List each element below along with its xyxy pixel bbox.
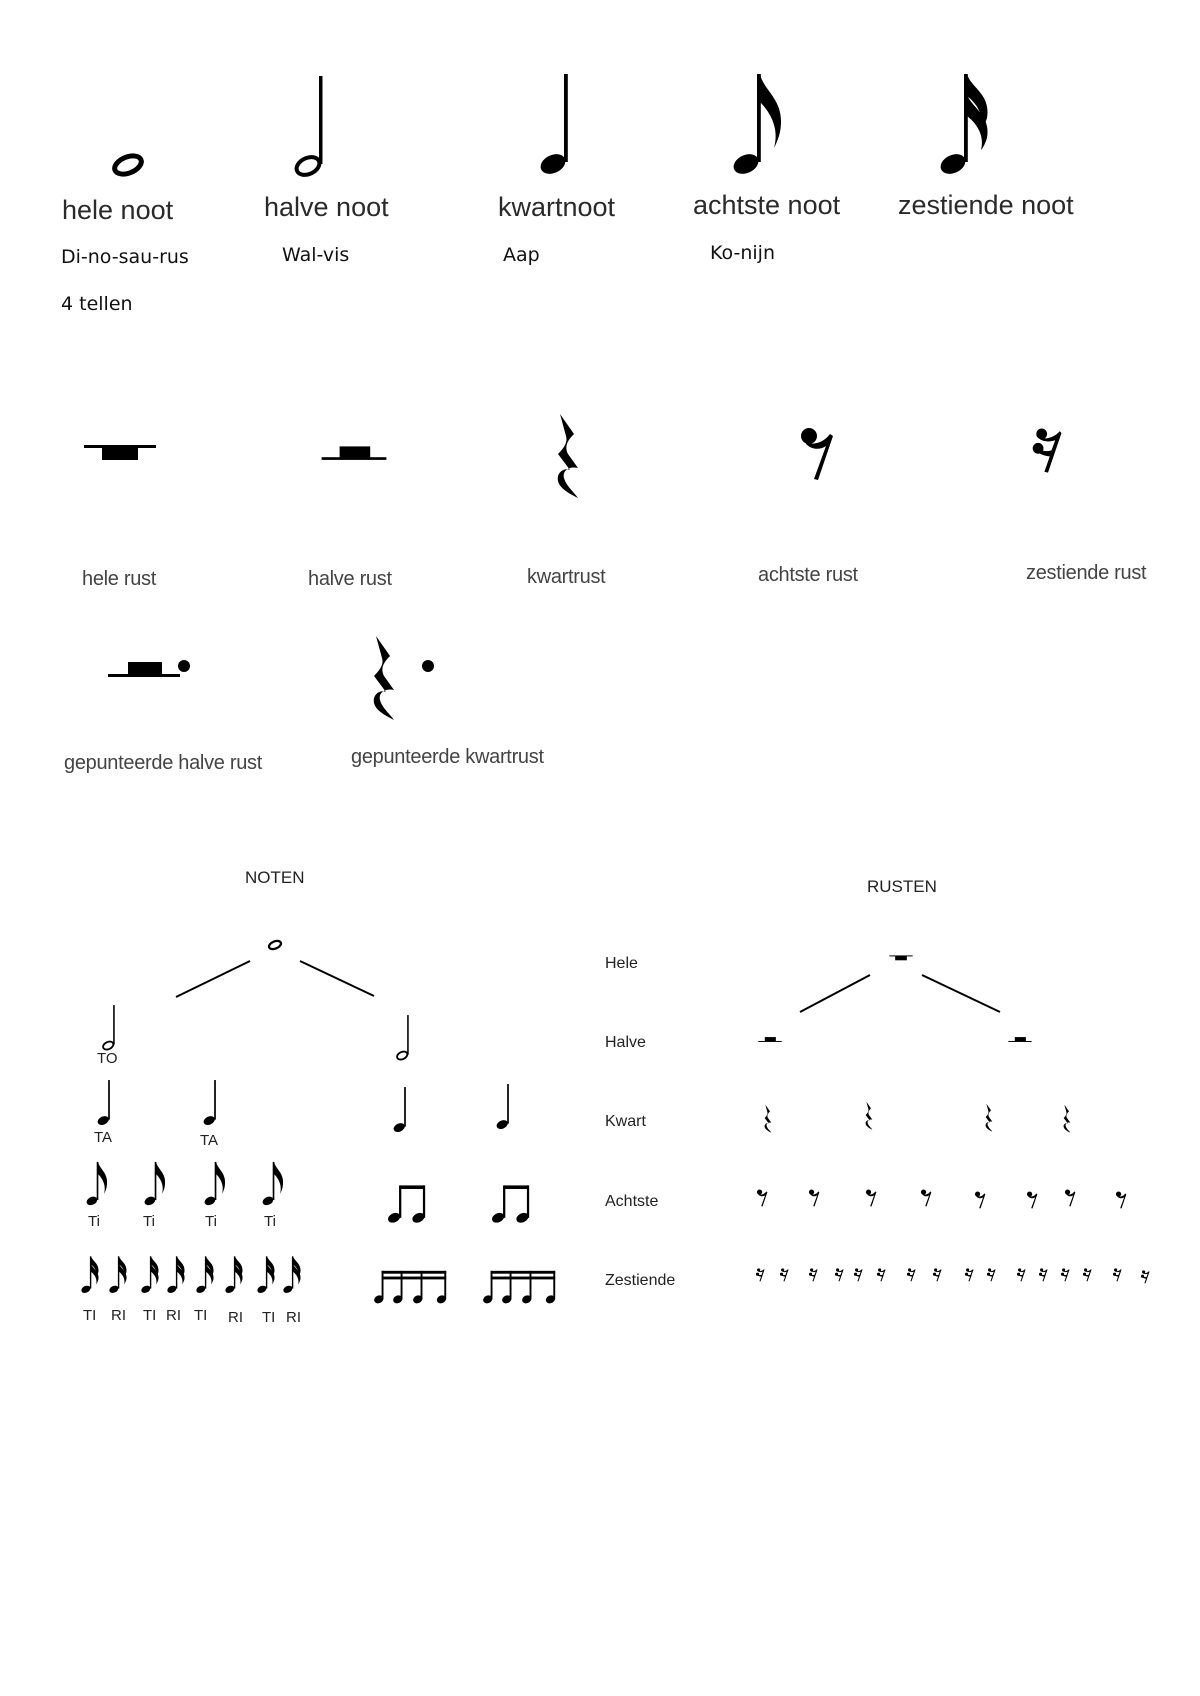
row-label-whole: Hele [605,955,638,972]
tree-eighth-rest-icon [1115,1190,1128,1210]
word-whole: Di-no-sau-rus [61,246,189,268]
tree-eighth-note-icon [143,1160,169,1208]
tree-sixteenth-rest-icon [876,1267,887,1283]
note-title-eighth: achtste noot [693,190,841,220]
rest-title-sixteenth: zestiende rust [1026,562,1147,584]
tree-quarter-note-icon [392,1085,410,1135]
tree-beamed-sixteenths-icon [373,1268,451,1306]
syllable-sixteenth: TI [194,1307,208,1324]
tree-beamed-eighths-icon [386,1180,431,1225]
row-label-eighth: Achtste [605,1193,659,1210]
syllable-quarter: TA [94,1129,113,1146]
dotted-rest-title-quarter: gepunteerde kwartrust [351,746,544,768]
note-title-whole: hele noot [62,195,174,225]
word-eighth: Ko-nijn [710,242,775,264]
syllable-eighth: Ti [88,1213,100,1230]
syllable-sixteenth: RI [111,1307,126,1324]
syllable-sixteenth: RI [286,1309,301,1326]
tree-sixteenth-rest-icon [808,1267,819,1283]
tree-quarter-note-icon [96,1078,114,1128]
tree-half-rest-icon [757,1034,783,1046]
syllable-sixteenth: TI [143,1307,157,1324]
syllable-sixteenth: TI [262,1309,276,1326]
note-title-half: halve noot [264,192,389,222]
tree-sixteenth-note-icon [224,1254,246,1296]
tree-sixteenth-rest-icon [834,1267,845,1283]
tree-sixteenth-note-icon [166,1254,188,1296]
tree-sixteenth-rest-icon [906,1267,917,1283]
tree-sixteenth-note-icon [140,1254,162,1296]
syllable-half: TO [97,1050,118,1067]
tree-quarter-rest-icon [982,1103,996,1133]
rest-title-half: halve rust [308,568,392,590]
rest-title-whole: hele rust [82,568,157,590]
tree-quarter-rest-icon [761,1104,775,1134]
dotted-rest-title-half: gepunteerde halve rust [64,752,262,774]
tree-sixteenth-rest-icon [1060,1267,1071,1283]
tree-sixteenth-note-icon [108,1254,130,1296]
tree-eighth-rest-icon [920,1188,933,1208]
beats-whole: 4 tellen [61,293,133,315]
tree-quarter-rest-icon [1060,1104,1074,1134]
tree-eighth-rest-icon [974,1190,987,1210]
tree-sixteenth-rest-icon [755,1267,766,1283]
tree-sixteenth-note-icon [80,1254,102,1296]
tree-sixteenth-rest-icon [1112,1267,1123,1283]
tree-eighth-rest-icon [1026,1190,1039,1210]
syllable-eighth: Ti [264,1213,276,1230]
tree-sixteenth-note-icon [195,1254,217,1296]
tree-eighth-rest-icon [756,1188,769,1208]
note-title-quarter: kwartnoot [498,192,616,222]
tree-quarter-note-icon [202,1078,220,1128]
tree-eighth-rest-icon [808,1188,821,1208]
syllable-sixteenth: RI [166,1307,181,1324]
tree-sixteenth-note-icon [282,1254,304,1296]
tree-sixteenth-rest-icon [964,1267,975,1283]
tree-sixteenth-rest-icon [1082,1267,1093,1283]
word-quarter: Aap [503,244,540,266]
syllable-sixteenth: RI [228,1309,243,1326]
tree-sixteenth-rest-icon [1038,1267,1049,1283]
tree-whole-rest-icon [888,953,914,965]
tree-sixteenth-rest-icon [853,1267,864,1283]
tree-quarter-rest-icon [862,1101,876,1131]
tree-eighth-rest-icon [865,1188,878,1208]
tree-beamed-sixteenths-icon [482,1268,560,1306]
tree-half-note-icon [395,1013,413,1063]
syllable-eighth: Ti [143,1213,155,1230]
tree-eighth-rest-icon [1064,1188,1077,1208]
tree-sixteenth-rest-icon [779,1267,790,1283]
syllable-quarter: TA [200,1132,219,1149]
notes-tree-title: NOTEN [245,868,305,887]
word-half: Wal-vis [282,244,350,266]
syllable-eighth: Ti [205,1213,217,1230]
rests-tree-title: RUSTEN [867,877,937,896]
tree-eighth-note-icon [85,1160,111,1208]
tree-sixteenth-rest-icon [932,1267,943,1283]
tree-half-note-icon [101,1003,119,1053]
rest-title-eighth: achtste rust [758,564,858,586]
tree-quarter-note-icon [495,1082,513,1132]
note-title-sixteenth: zestiende noot [898,190,1074,220]
row-label-sixteenth: Zestiende [605,1272,676,1289]
tree-sixteenth-rest-icon [986,1267,997,1283]
tree-eighth-note-icon [203,1160,229,1208]
tree-half-rest-icon [1007,1034,1033,1046]
tree-sixteenth-note-icon [256,1254,278,1296]
tree-eighth-note-icon [261,1160,287,1208]
row-label-half: Halve [605,1034,646,1051]
rest-title-quarter: kwartrust [527,566,606,588]
tree-beamed-eighths-icon [490,1180,535,1225]
tree-sixteenth-rest-icon [1016,1267,1027,1283]
row-label-quarter: Kwart [605,1113,646,1130]
syllable-sixteenth: TI [83,1307,97,1324]
tree-sixteenth-rest-icon [1140,1269,1151,1285]
